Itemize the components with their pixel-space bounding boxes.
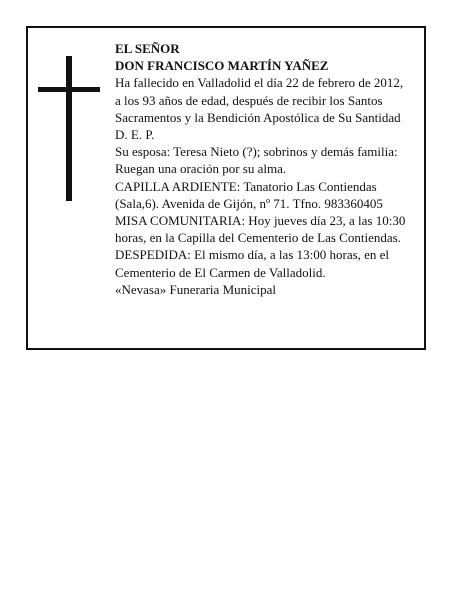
cross-vertical-bar — [66, 56, 72, 201]
notice-line: a los 93 años de edad, después de recibir los Santos — [115, 92, 383, 108]
deceased-name: DON FRANCISCO MARTÍN YAÑEZ — [115, 58, 329, 74]
obituary-notice — [26, 26, 426, 350]
notice-line: Su esposa: Teresa Nieto (?); sobrinos y demás familia: — [115, 144, 398, 160]
latin-cross-icon — [38, 56, 100, 201]
notice-line: Cementerio de El Carmen de Valladolid. — [115, 264, 326, 280]
notice-line: Sacramentos y la Bendición Apostólica de Su Santidad — [115, 109, 401, 125]
funeral-home: «Nevasa» Funeraria Municipal — [115, 281, 277, 297]
notice-line: D. E. P. — [115, 127, 155, 143]
notice-line: (Sala,6). Avenida de Gijón, nº 71. Tfno. 983360405 — [115, 195, 383, 211]
notice-title: EL SEÑOR — [115, 41, 180, 56]
notice-line: DESPEDIDA: El mismo día, a las 13:00 horas, en el — [115, 247, 390, 263]
notice-line: horas, en la Capilla del Cementerio de Las Contiendas. — [115, 230, 401, 246]
cross-horizontal-bar — [38, 87, 100, 92]
notice-line: MISA COMUNITARIA: Hoy jueves día 23, a las 10:30 — [115, 213, 406, 229]
notice-line: CAPILLA ARDIENTE: Tanatorio Las Contiendas — [115, 178, 377, 194]
notice-line: Ruegan una oración por su alma. — [115, 161, 287, 177]
notice-line: Ha fallecido en Valladolid el día 22 de febrero de 2012, — [115, 75, 404, 91]
notice-text — [115, 40, 427, 298]
